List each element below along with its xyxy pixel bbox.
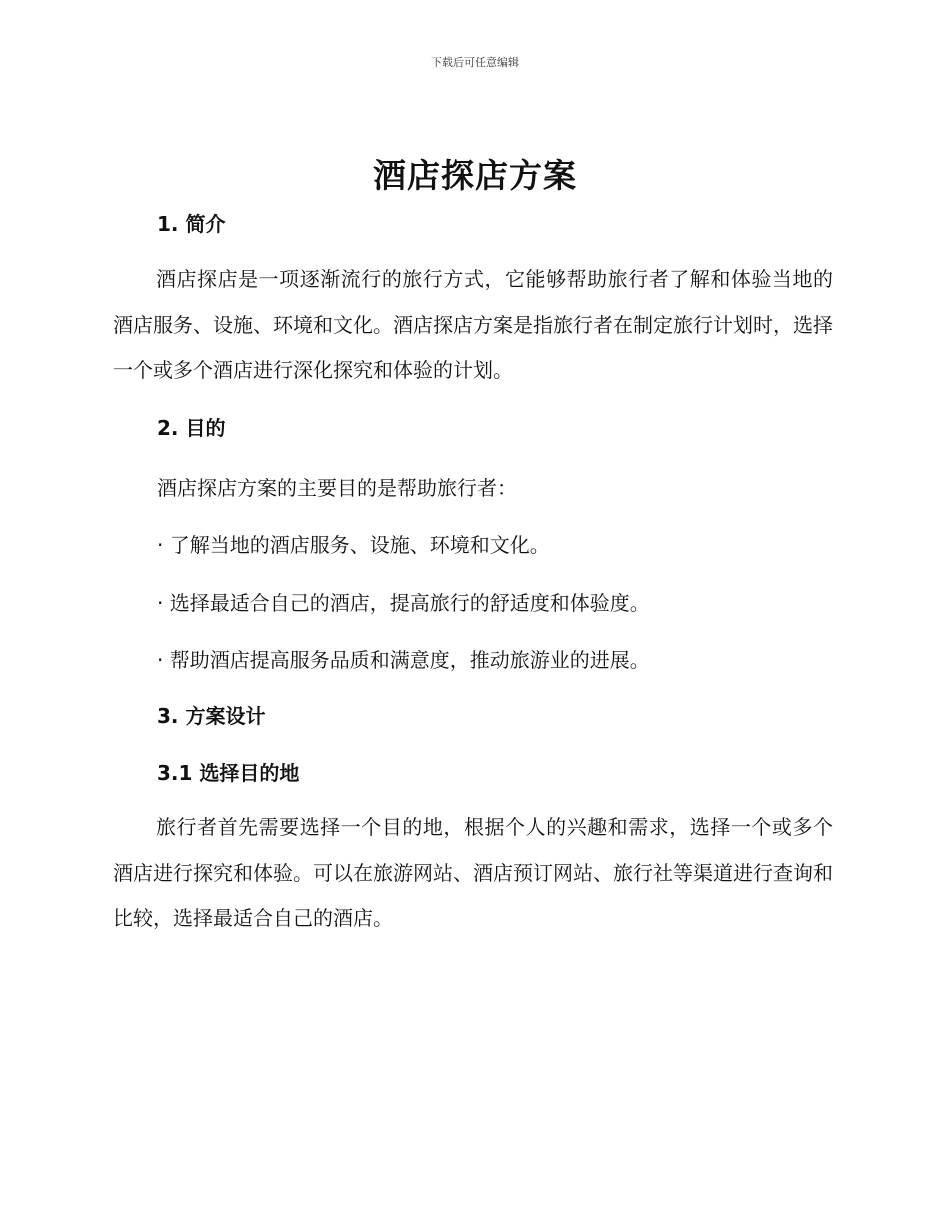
document-title: 酒店探店方案 [373,156,577,195]
purpose-intro: 酒店探店方案的主要目的是帮助旅行者： [157,476,517,500]
intro-paragraph: 酒店探店是一项逐渐流行的旅行方式，它能够帮助旅行者了解和体验当地的酒店服务、设施、环境和文化。酒店探店方案是指旅行者在制定旅行计划时，选择一个或多个酒店进行深化探究和体验的计划。 [113,267,833,382]
section-heading-purpose: 2. 目的 [157,416,226,440]
purpose-bullet-2: · 选择最适合自己的酒店，提高旅行的舒适度和体验度。 [157,591,650,615]
section-heading-design: 3. 方案设计 [157,704,266,728]
subsection-heading-destination: 3.1 选择目的地 [157,761,300,785]
purpose-bullet-1: · 了解当地的酒店服务、设施、环境和文化。 [157,533,550,557]
section-heading-intro: 1. 简介 [157,212,226,236]
page-header-note: 下载后可任意编辑 [431,56,519,69]
purpose-bullet-3: · 帮助酒店提高服务品质和满意度，推动旅游业的进展。 [157,648,650,672]
destination-paragraph: 旅行者首先需要选择一个目的地，根据个人的兴趣和需求，选择一个或多个酒店进行探究和体验。可以在旅游网站、酒店预订网站、旅行社等渠道进行查询和比较，选择最适合自己的酒店。 [113,815,833,930]
